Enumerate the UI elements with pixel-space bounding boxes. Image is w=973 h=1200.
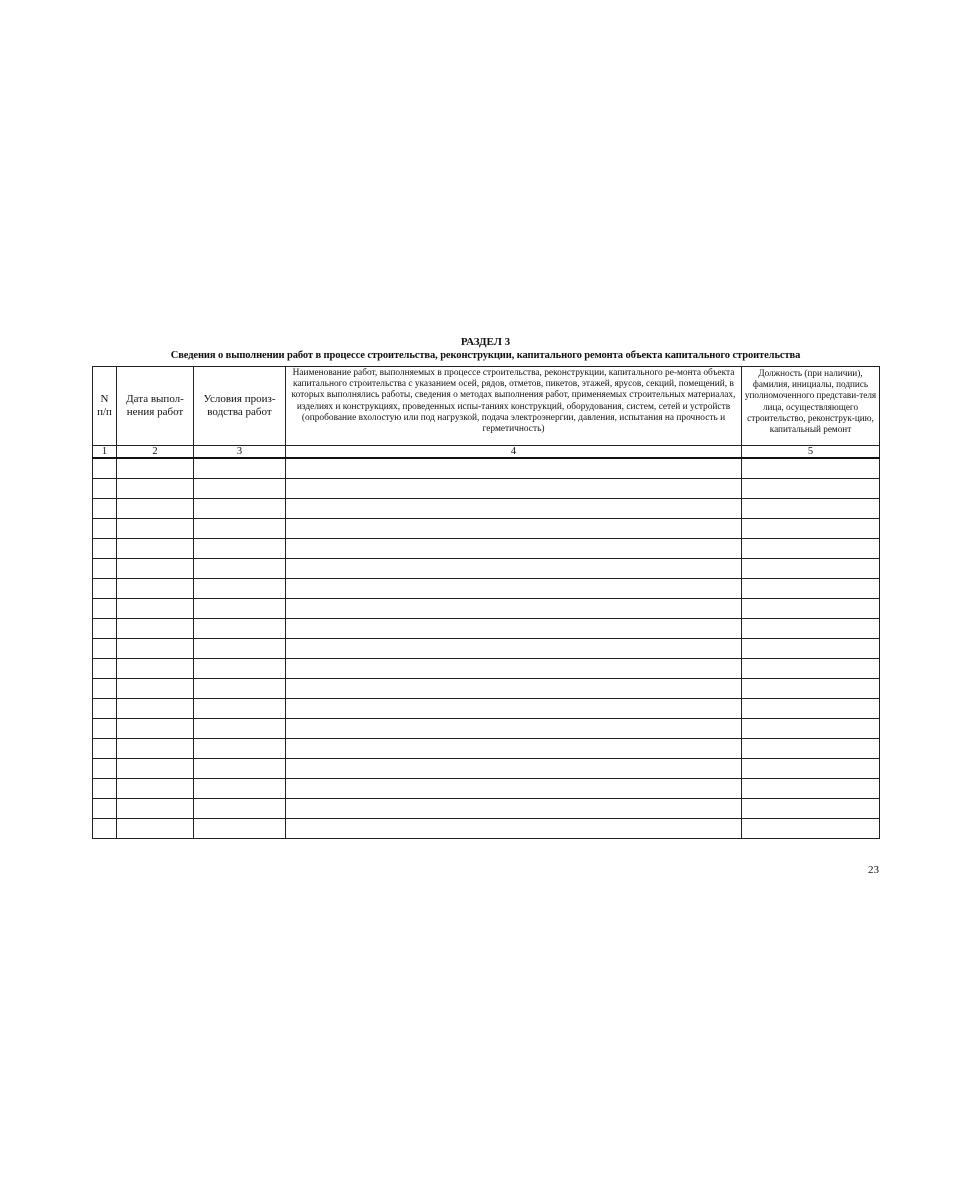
table-cell[interactable]	[93, 579, 117, 599]
table-cell[interactable]	[93, 819, 117, 839]
table-cell[interactable]	[742, 499, 880, 519]
column-number: 4	[286, 446, 742, 459]
table-cell[interactable]	[194, 799, 286, 819]
section-title: РАЗДЕЛ 3	[460, 336, 511, 348]
column-number: 3	[194, 446, 286, 459]
table-cell[interactable]	[93, 499, 117, 519]
table-cell[interactable]	[93, 519, 117, 539]
column-number: 5	[742, 446, 880, 459]
table-cell[interactable]	[286, 499, 742, 519]
table-cell[interactable]	[194, 539, 286, 559]
table-cell[interactable]	[93, 458, 117, 479]
table-cell[interactable]	[93, 779, 117, 799]
section-subtitle: Сведения о выполнении работ в процессе строительства, реконструкции, капитального ремонта объекта капитального строительства	[170, 350, 801, 361]
table-cell[interactable]	[286, 619, 742, 639]
table-cell[interactable]	[194, 458, 286, 479]
table-row	[93, 779, 880, 799]
table-row	[93, 739, 880, 759]
table-cell[interactable]	[194, 559, 286, 579]
table-cell[interactable]	[194, 499, 286, 519]
table-cell[interactable]	[117, 639, 194, 659]
page-number: 23	[868, 864, 879, 876]
table-cell[interactable]	[286, 458, 742, 479]
table-cell[interactable]	[117, 779, 194, 799]
table-row	[93, 819, 880, 839]
table-cell[interactable]	[194, 679, 286, 699]
table-cell[interactable]	[117, 659, 194, 679]
table-cell[interactable]	[742, 579, 880, 599]
table-cell[interactable]	[117, 519, 194, 539]
table-cell[interactable]	[286, 659, 742, 679]
table-cell[interactable]	[117, 679, 194, 699]
table-cell[interactable]	[93, 479, 117, 499]
table-cell[interactable]	[117, 699, 194, 719]
header-number: N п/п	[93, 367, 117, 446]
table-cell[interactable]	[742, 639, 880, 659]
table-cell[interactable]	[286, 759, 742, 779]
table-cell[interactable]	[117, 739, 194, 759]
table-cell[interactable]	[742, 559, 880, 579]
table-cell[interactable]	[194, 779, 286, 799]
table-cell[interactable]	[117, 599, 194, 619]
table-cell[interactable]	[742, 599, 880, 619]
header-work-description: Наименование работ, выполняемых в процессе строительства, реконструкции, капитального ре-монта объекта капитального строительства с указанием осей, рядов, отметов, пикетов, этажей, ярусов, секций, помещений, в которых выполнялись работы, сведения о методах выполнения работ, применяемых строительных материалах, изделиях и конструкциях, проведенных испы-таниях конструкций, оборудования, систем, сетей и устройств (опробование вхолостую или под нагрузкой, подача электроэнергии, давления, испытания на прочность и герметичность)	[286, 367, 742, 446]
table-row	[93, 619, 880, 639]
table-cell[interactable]	[194, 659, 286, 679]
table-cell[interactable]	[93, 599, 117, 619]
table-cell[interactable]	[194, 639, 286, 659]
table-cell[interactable]	[286, 679, 742, 699]
column-number: 2	[117, 446, 194, 459]
table-cell[interactable]	[93, 639, 117, 659]
table-cell[interactable]	[194, 599, 286, 619]
table-cell[interactable]	[194, 619, 286, 639]
table-cell[interactable]	[194, 579, 286, 599]
table-cell[interactable]	[117, 479, 194, 499]
table-row	[93, 599, 880, 619]
header-conditions: Условия произ-водства работ	[194, 367, 286, 446]
table-cell[interactable]	[93, 699, 117, 719]
table-cell[interactable]	[194, 819, 286, 839]
table-cell[interactable]	[93, 739, 117, 759]
table-cell[interactable]	[117, 559, 194, 579]
table-cell[interactable]	[286, 779, 742, 799]
table-cell[interactable]	[117, 819, 194, 839]
table-cell[interactable]	[93, 559, 117, 579]
table-body	[93, 458, 880, 839]
work-log-table	[92, 366, 880, 839]
column-number-row	[93, 446, 880, 459]
table-cell[interactable]	[117, 539, 194, 559]
table-cell[interactable]	[742, 779, 880, 799]
table-cell[interactable]	[286, 699, 742, 719]
table-cell[interactable]	[286, 539, 742, 559]
table-cell[interactable]	[117, 799, 194, 819]
table-row	[93, 639, 880, 659]
table-cell[interactable]	[117, 719, 194, 739]
table-cell[interactable]	[286, 559, 742, 579]
table-row	[93, 559, 880, 579]
table-cell[interactable]	[93, 799, 117, 819]
table-row	[93, 579, 880, 599]
header-date: Дата выпол-нения работ	[117, 367, 194, 446]
table-cell[interactable]	[742, 679, 880, 699]
section-heading	[92, 335, 879, 363]
table-cell[interactable]	[93, 659, 117, 679]
column-number: 1	[93, 446, 117, 459]
table-row	[93, 679, 880, 699]
table-row	[93, 458, 880, 479]
table-cell[interactable]	[194, 759, 286, 779]
table-cell[interactable]	[742, 699, 880, 719]
table-cell[interactable]	[286, 819, 742, 839]
table-cell[interactable]	[742, 659, 880, 679]
table-cell[interactable]	[286, 799, 742, 819]
table-cell[interactable]	[286, 639, 742, 659]
table-cell[interactable]	[742, 619, 880, 639]
table-cell[interactable]	[194, 739, 286, 759]
table-cell[interactable]	[117, 579, 194, 599]
table-cell[interactable]	[286, 479, 742, 499]
table-cell[interactable]	[286, 579, 742, 599]
table-cell[interactable]	[194, 519, 286, 539]
table-cell[interactable]	[742, 519, 880, 539]
table-cell[interactable]	[117, 619, 194, 639]
table-cell[interactable]	[742, 739, 880, 759]
header-responsible-person: Должность (при наличии), фамилия, инициалы, подпись уполномоченного представи-теля лица, осуществляющего строительство, реконструк-цию, капитальный ремонт	[742, 367, 880, 446]
table-cell[interactable]	[93, 539, 117, 559]
header-row	[93, 367, 880, 446]
table-cell[interactable]	[742, 759, 880, 779]
table-row	[93, 519, 880, 539]
table-cell[interactable]	[93, 619, 117, 639]
table-row	[93, 539, 880, 559]
table-cell[interactable]	[117, 458, 194, 479]
table-cell[interactable]	[742, 819, 880, 839]
table-cell[interactable]	[286, 519, 742, 539]
table-cell[interactable]	[742, 719, 880, 739]
table-row	[93, 499, 880, 519]
table-cell[interactable]	[194, 479, 286, 499]
table-cell[interactable]	[93, 719, 117, 739]
table-cell[interactable]	[742, 539, 880, 559]
table-cell[interactable]	[117, 499, 194, 519]
table-cell[interactable]	[93, 759, 117, 779]
table-row	[93, 759, 880, 779]
table-row	[93, 479, 880, 499]
table-row	[93, 799, 880, 819]
table-cell[interactable]	[286, 599, 742, 619]
table-cell[interactable]	[117, 759, 194, 779]
table-cell[interactable]	[742, 799, 880, 819]
table-cell[interactable]	[286, 739, 742, 759]
table-cell[interactable]	[286, 719, 742, 739]
table-cell[interactable]	[742, 458, 880, 479]
table-row	[93, 719, 880, 739]
table-cell[interactable]	[93, 679, 117, 699]
table-cell[interactable]	[742, 479, 880, 499]
table-row	[93, 699, 880, 719]
table-cell[interactable]	[194, 719, 286, 739]
table-row	[93, 659, 880, 679]
table-cell[interactable]	[194, 699, 286, 719]
